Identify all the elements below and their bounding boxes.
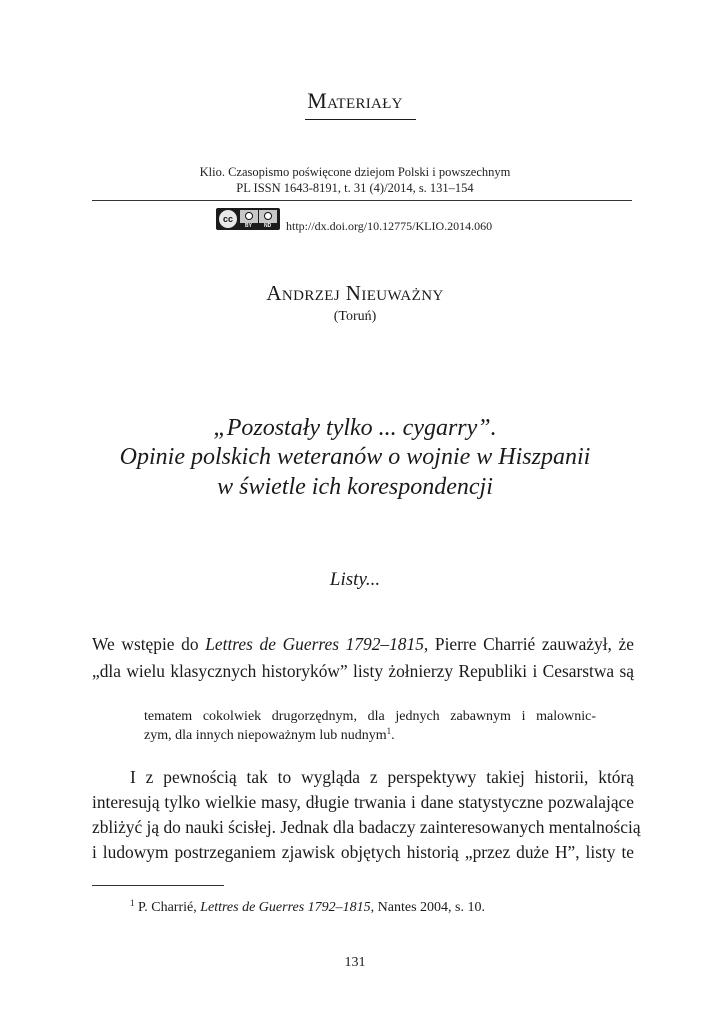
book-title: Lettres de Guerres 1792–1815 bbox=[205, 634, 424, 654]
page-number: 131 bbox=[344, 955, 366, 970]
journal-info-line-1: Klio. Czasopismo poświęcone dziejom Polski i powszechnym bbox=[199, 165, 511, 179]
nd-label: ND bbox=[264, 223, 272, 229]
no-derivatives-icon bbox=[259, 210, 277, 223]
paragraph-2-line-2: interesują tylko wielkie masy, długie trwania i dane statystyczne pozwalające bbox=[92, 792, 634, 812]
footnote-divider bbox=[92, 885, 224, 886]
text-run: , Pierre Charrié zauważył, że bbox=[423, 634, 634, 654]
by-label: BY bbox=[245, 223, 252, 229]
section-heading: Materiały bbox=[307, 88, 403, 113]
article-title-line-3: w świetle ich korespondencji bbox=[217, 474, 493, 500]
footnote-number: 1 bbox=[130, 898, 135, 908]
book-title: Lettres de Guerres 1792–1815 bbox=[200, 900, 371, 915]
paragraph-1-line-1 bbox=[92, 633, 634, 655]
text-run: , Nantes 2004, s. 10. bbox=[370, 900, 485, 915]
footnote-reference[interactable]: 1 bbox=[386, 726, 392, 736]
header-divider bbox=[92, 200, 632, 201]
cc-license-badge[interactable] bbox=[216, 208, 280, 230]
creative-commons-icon: cc bbox=[219, 210, 237, 228]
paragraph-2-line-1: I z pewnością tak to wygląda z perspektywy takiej historii, którą bbox=[130, 767, 634, 787]
author-name: Andrzej Nieuważny bbox=[266, 281, 444, 305]
text-run: zym, dla innych niepoważnym lub nudnym bbox=[144, 728, 387, 743]
section-heading-underline bbox=[305, 119, 416, 120]
block-quote-line-1: tematem cokolwiek drugorzędnym, dla jednych zabawnym i malownic- bbox=[144, 709, 596, 724]
block-quote-line-2: zym, dla innych niepoważnym lub nudnym$^1$. bbox=[144, 726, 395, 743]
article-title-line-2: Opinie polskich weteranów o wojnie w Hiszpanii bbox=[119, 444, 591, 470]
text-run: We wstępie do bbox=[92, 634, 206, 654]
attribution-icon bbox=[240, 210, 258, 223]
footnote bbox=[130, 900, 485, 916]
subsection-heading: Listy... bbox=[329, 569, 381, 590]
paragraph-2-line-4: i ludowym postrzeganiem zjawisk objętych historią „przez duże H”, listy te bbox=[92, 842, 634, 862]
journal-info-line-2: PL ISSN 1643-8191, t. 31 (4)/2014, s. 131–154 bbox=[236, 181, 474, 195]
doi-link[interactable]: http://dx.doi.org/10.12775/KLIO.2014.060 bbox=[286, 219, 493, 233]
paragraph-1-line-2: „dla wielu klasycznych historyków” listy żołnierzy Republiki i Cesarstwa są bbox=[92, 661, 634, 681]
paragraph-2-line-3: zbliżyć ją do nauki ścisłej. Jednak dla badaczy zainteresowanych mentalnością bbox=[92, 817, 641, 837]
text-run: P. Charrié, bbox=[134, 900, 201, 915]
article-title-line-1: „Pozostały tylko ... cygarry”. bbox=[213, 415, 497, 441]
author-affiliation: (Toruń) bbox=[333, 309, 377, 324]
